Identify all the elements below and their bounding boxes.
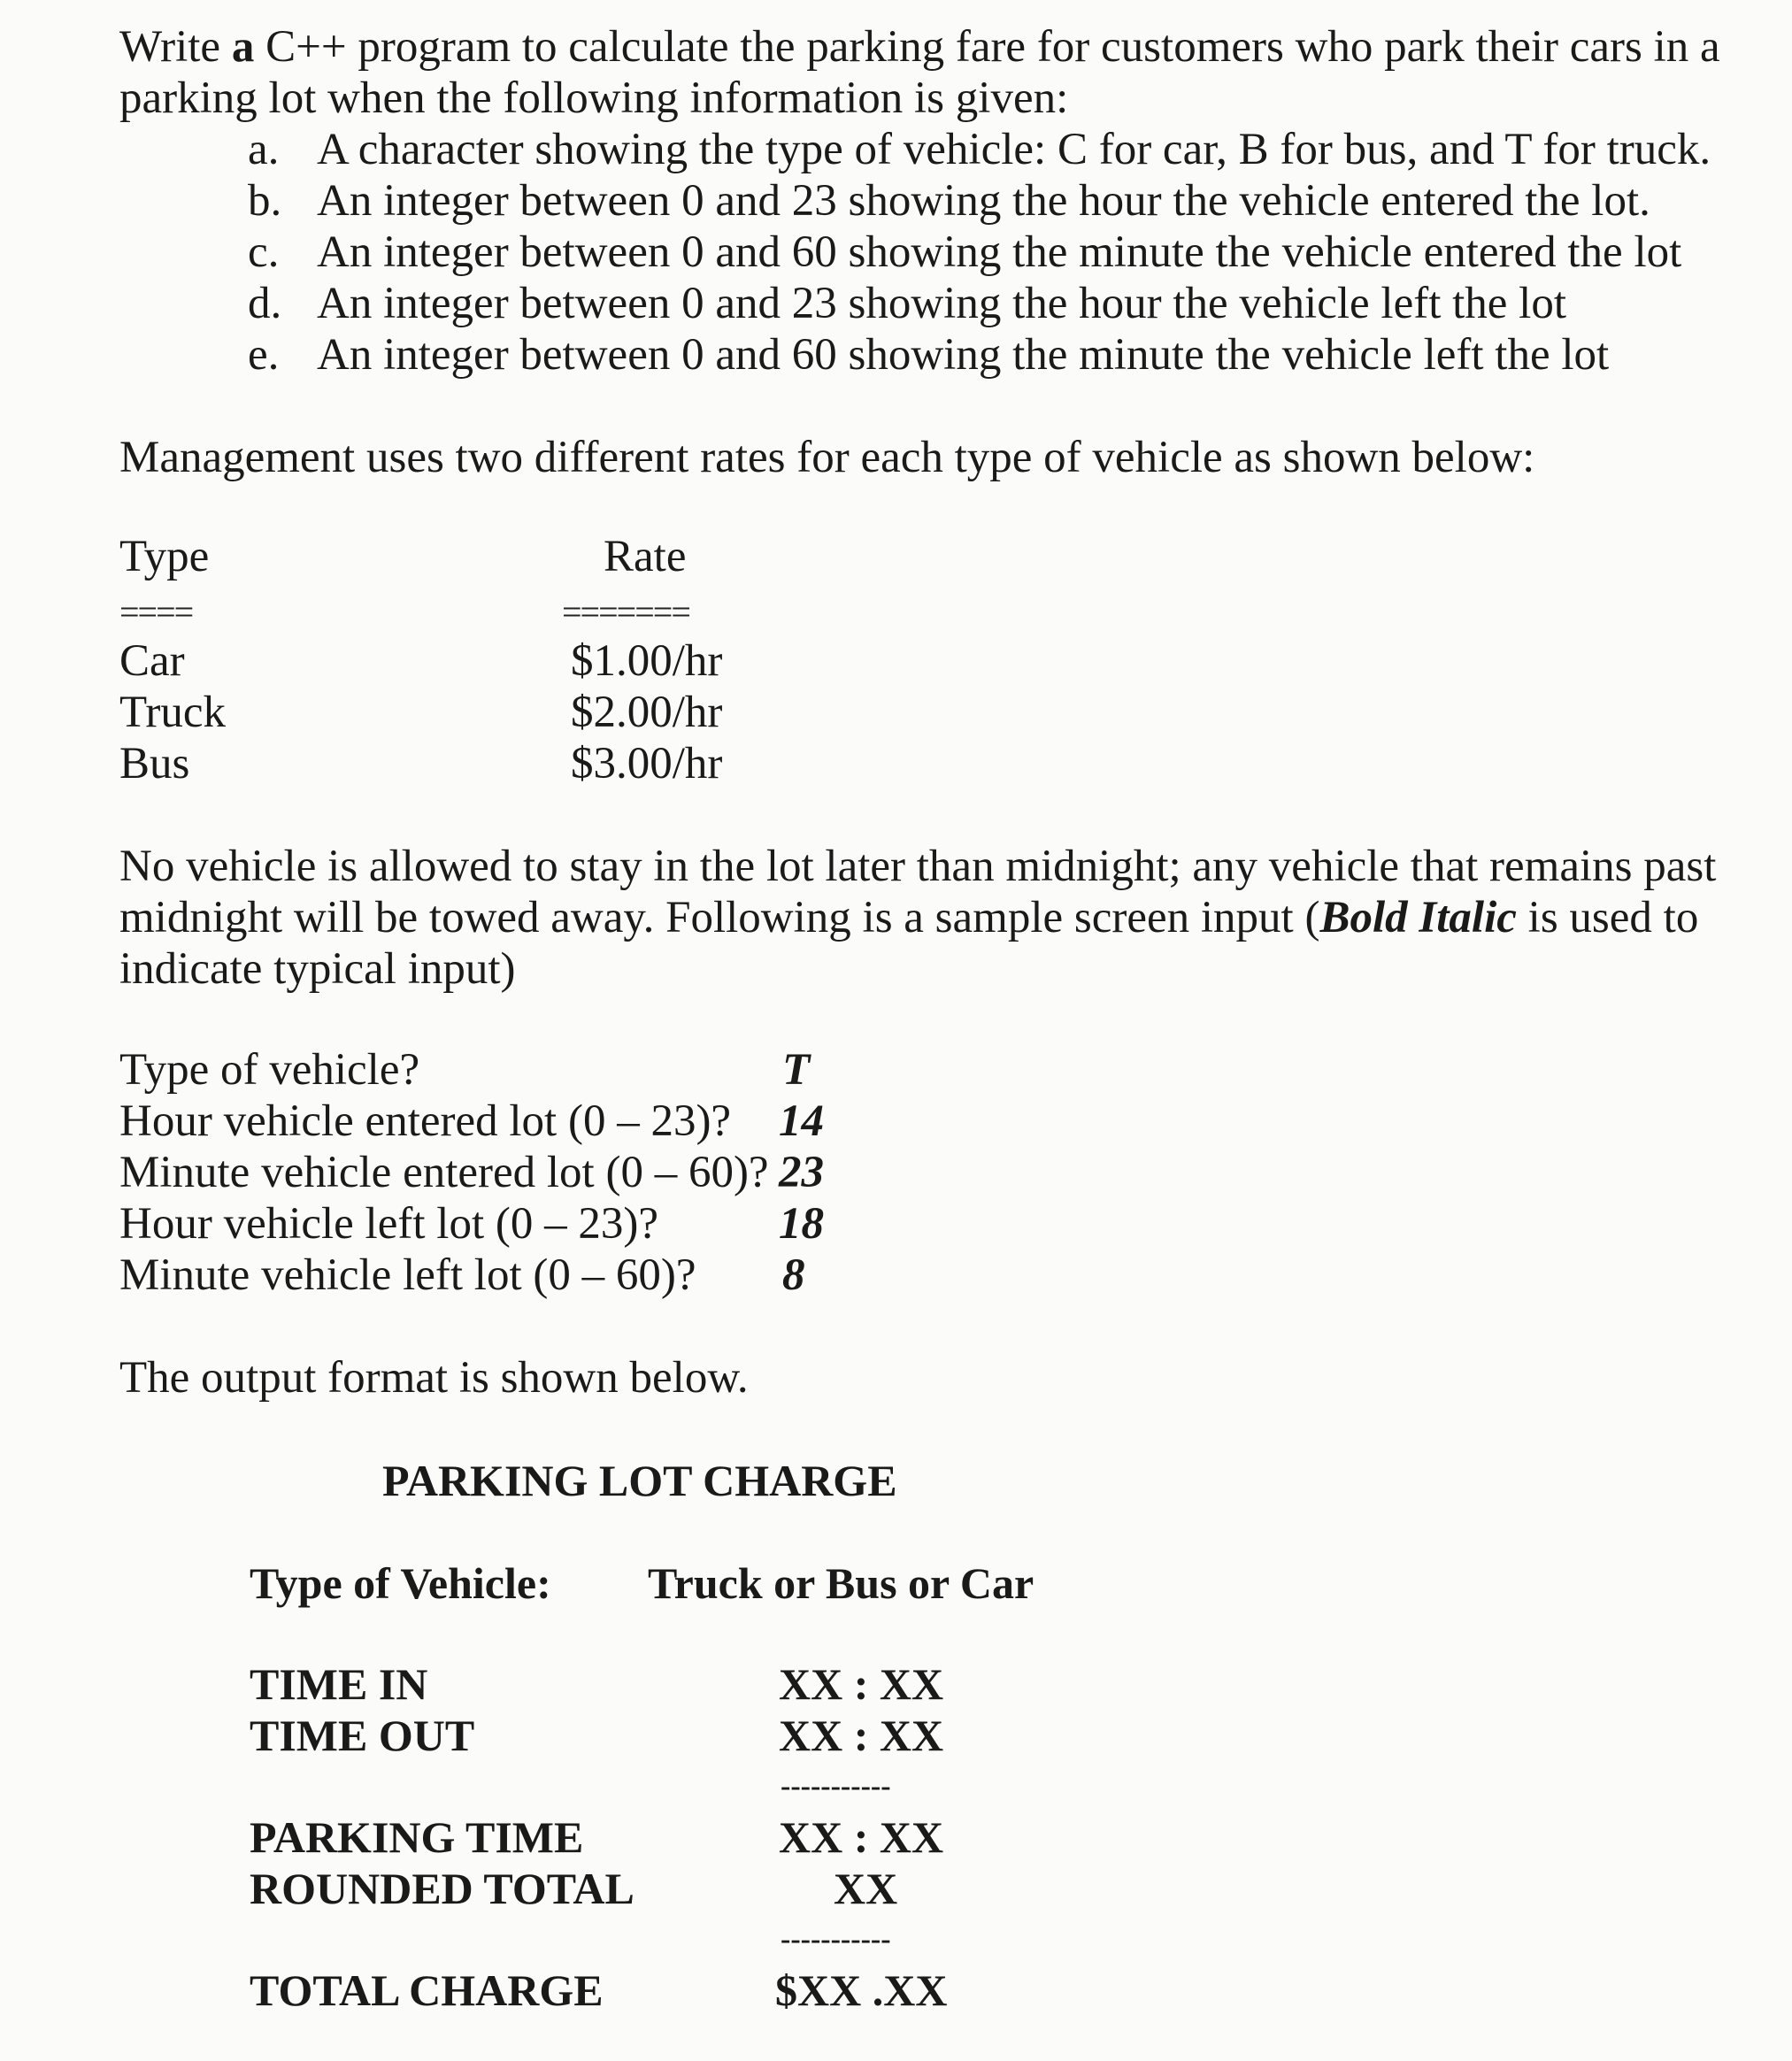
input-prompt-hour-in: Hour vehicle entered lot (0 – 23)? bbox=[119, 1096, 732, 1146]
midnight-line-2: midnight will be towed away. Following is a sample screen input (Bold Italic is used to bbox=[119, 893, 1699, 942]
rate-type-bus: Bus bbox=[119, 739, 190, 788]
output-time-in-label: TIME IN bbox=[250, 1659, 428, 1709]
output-rounded-label: ROUNDED TOTAL bbox=[250, 1864, 635, 1913]
rates-intro: Management uses two different rates for each type of vehicle as shown below: bbox=[119, 433, 1535, 482]
output-rounded-value: XX bbox=[834, 1864, 898, 1913]
output-time-out-label: TIME OUT bbox=[250, 1711, 475, 1760]
list-item: b. An integer between 0 and 23 showing the hour the vehicle entered the lot. bbox=[248, 176, 1650, 226]
list-item: d. An integer between 0 and 23 showing the hour the vehicle left the lot bbox=[248, 279, 1567, 328]
input-prompt-type: Type of vehicle? bbox=[119, 1045, 420, 1095]
input-value-minute-out: 8 bbox=[782, 1250, 805, 1300]
output-title: PARKING LOT CHARGE bbox=[382, 1456, 897, 1505]
rate-sep-type: ==== bbox=[119, 592, 193, 632]
rate-type-car: Car bbox=[119, 636, 185, 686]
output-total-value: $XX .XX bbox=[775, 1965, 948, 2015]
list-item: e. An integer between 0 and 60 showing the minute the vehicle left the lot bbox=[248, 330, 1610, 380]
input-value-hour-in: 14 bbox=[779, 1096, 824, 1146]
midnight-line-1: No vehicle is allowed to stay in the lot later than midnight; any vehicle that remains past bbox=[119, 842, 1717, 891]
output-parking-time-label: PARKING TIME bbox=[250, 1812, 584, 1862]
intro-line-1: Write a C++ program to calculate the parking fare for customers who park their cars in a bbox=[119, 22, 1720, 72]
output-parking-time-value: XX : XX bbox=[779, 1812, 944, 1862]
intro-line-2: parking lot when the following information is given: bbox=[119, 73, 1069, 123]
list-item: a. A character showing the type of vehicle: C for car, B for bus, and T for truck. bbox=[248, 125, 1711, 174]
list-item: c. An integer between 0 and 60 showing the minute the vehicle entered the lot bbox=[248, 227, 1682, 277]
rate-value-truck: $2.00/hr bbox=[571, 688, 723, 737]
output-type-value: Truck or Bus or Car bbox=[648, 1558, 1034, 1608]
given-list bbox=[248, 124, 1711, 381]
intro-paragraph bbox=[119, 21, 1720, 124]
rate-header-rate: Rate bbox=[604, 532, 687, 581]
input-prompt-minute-in: Minute vehicle entered lot (0 – 60)? bbox=[119, 1148, 769, 1197]
input-value-type: T bbox=[782, 1045, 811, 1095]
rate-sep-rate: ======= bbox=[562, 592, 689, 632]
output-divider-1: ----------- bbox=[781, 1770, 891, 1803]
input-value-minute-in: 23 bbox=[779, 1148, 824, 1197]
rate-value-bus: $3.00/hr bbox=[571, 739, 723, 788]
rate-value-car: $1.00/hr bbox=[571, 636, 723, 686]
midnight-line-3: indicate typical input) bbox=[119, 944, 516, 994]
output-intro: The output format is shown below. bbox=[119, 1353, 749, 1403]
intro-bold-a: a bbox=[231, 22, 255, 72]
output-time-out-value: XX : XX bbox=[779, 1711, 944, 1760]
output-time-in-value: XX : XX bbox=[779, 1659, 944, 1709]
rate-type-truck: Truck bbox=[119, 688, 226, 737]
input-value-hour-out: 18 bbox=[779, 1199, 824, 1249]
output-total-label: TOTAL CHARGE bbox=[250, 1965, 604, 2015]
rate-header-type: Type bbox=[119, 532, 210, 581]
input-prompt-minute-out: Minute vehicle left lot (0 – 60)? bbox=[119, 1250, 696, 1300]
output-divider-2: ----------- bbox=[781, 1923, 891, 1956]
bold-italic-note: Bold Italic bbox=[1319, 893, 1517, 942]
input-prompt-hour-out: Hour vehicle left lot (0 – 23)? bbox=[119, 1199, 658, 1249]
output-type-label: Type of Vehicle: bbox=[250, 1558, 551, 1608]
